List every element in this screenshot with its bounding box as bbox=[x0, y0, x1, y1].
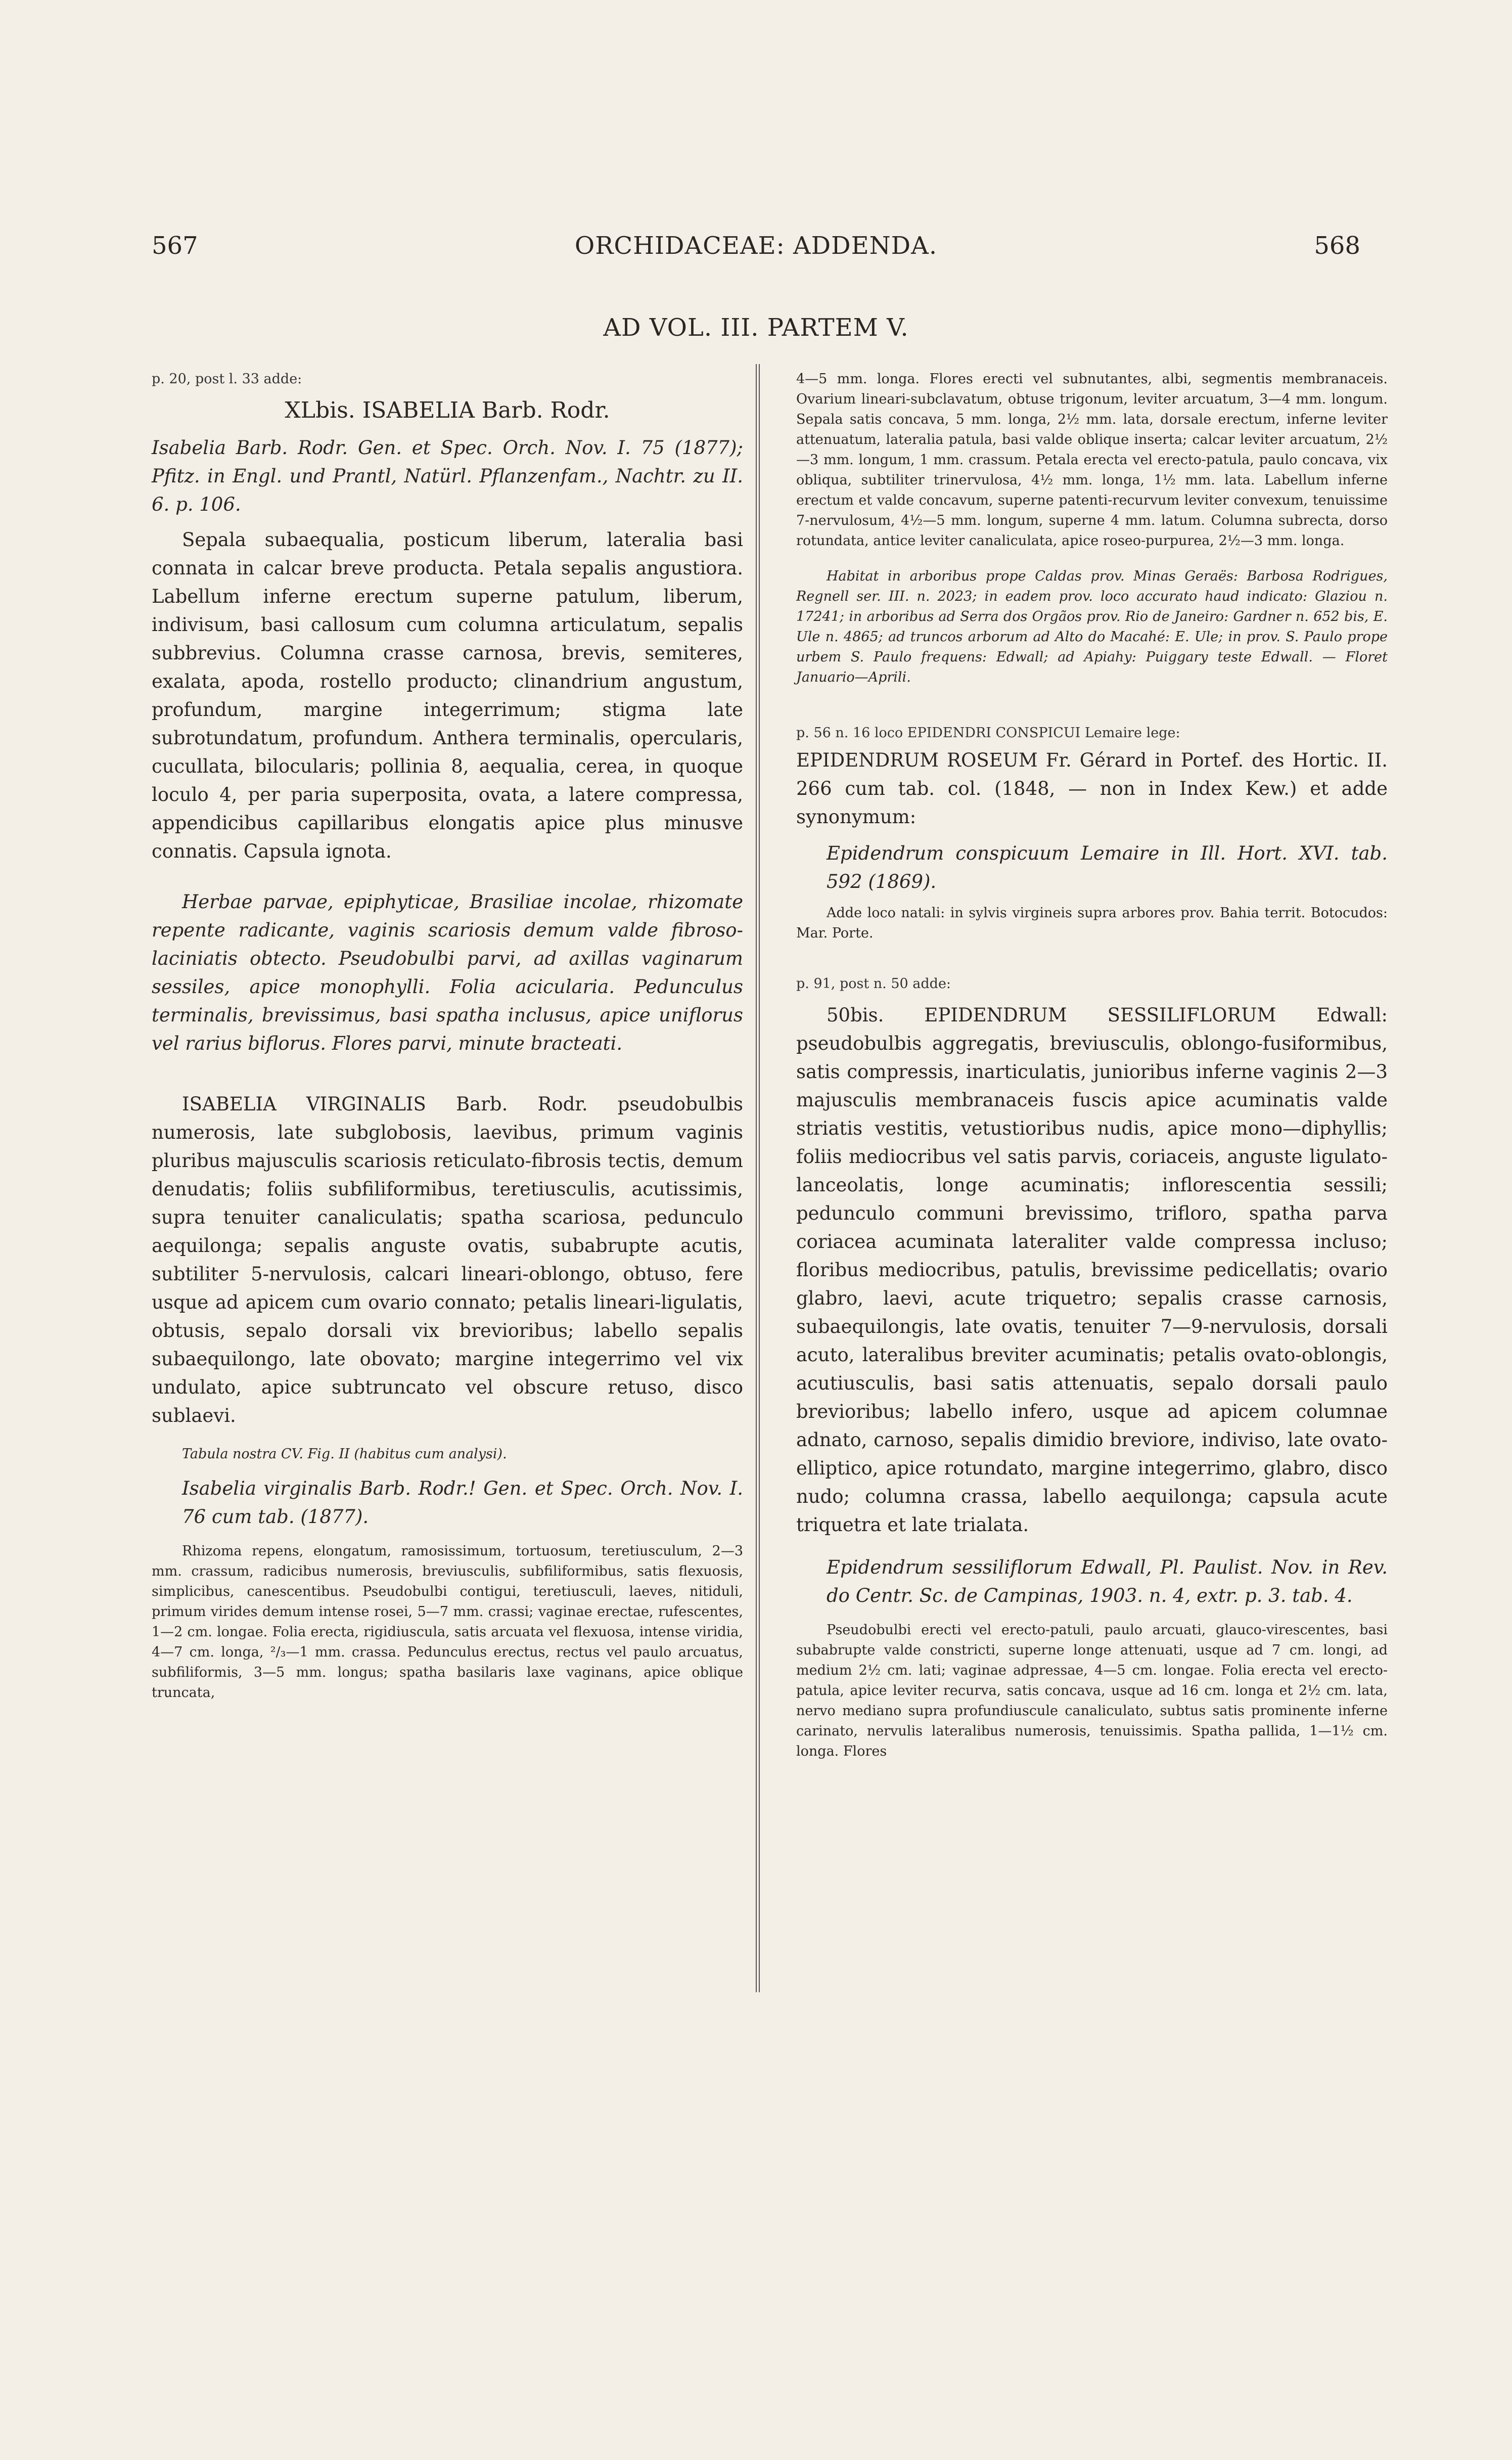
running-title: ORCHIDACEAE: ADDENDA. bbox=[574, 232, 938, 260]
species-description: ISABELIA VIRGINALIS Barb. Rodr. pseudobulbis numerosis, late subglobosis, laevibus, primum vaginis pluribus majusculis scariosis reticulato-fibrosis tectis, demum denudatis; foliis subfiliformibus, teretiusculis, acutissimis, supra tenuiter canaliculatis; spatha scariosa, pedunculo aequilonga; sepalis anguste ovatis, subabrupte acutis, subtiliter 5-nervulosis, calcari lineari-oblongo, obtuso, fere usque ad apicem cum ovario connato; petalis lineari-ligulatis, obtusis, sepalo dorsali vix brevioribus; labello sepalis subaequilongo, late obovato; margine integerrimo vel vix undulato, apice subtruncato vel obscure retuso, disco sublaevi. bbox=[152, 1093, 743, 1426]
epidendrum-sessiliflorum-citation: Epidendrum sessiliflorum Edwall, Pl. Paulist. Nov. in Rev. do Centr. Sc. de Campinas, 1903. n. 4, extr. p. 3. tab. 4. bbox=[827, 1556, 1388, 1606]
genus-description: Sepala subaequalia, posticum liberum, lateralia basi connata in calcar breve producta. Petala sepalis angustiora. Labellum inferne erectum superne patulum, liberum, indivisum, basi callosum cum columna articulatum, sepalis subbrevius. Columna crasse carnosa, brevis, semiteres, exalata, apoda, rostello producto; clinandrium angustum, profundum, margine integerrimum; stigma late subrotundatum, profundum. Anthera terminalis, opercularis, cucullata, bilocularis; pollinia 8, aequalia, cerea, in quoque loculo 4, per paria superposita, ovata, a latere compressa, appendicibus capillaribus elongatis apice plus minusve connatis. Capsula ignota. bbox=[152, 529, 743, 862]
epidendrum-sessiliflorum-detail: Pseudobulbi erecti vel erecto-patuli, paulo arcuati, glauco-virescentes, basi subabrupte valde constricti, superne longe attenuati, usque ad 7 cm. longi, ad medium 2½ cm. lati; vaginae adpressae, 4—5 cm. longae. Folia erecta vel erecto-patula, apice leviter recurva, satis concava, usque ad 16 cm. longa et 2½ cm. lata, nervo mediano supra profundiuscule canaliculato, subtus satis prominente inferne carinato, nervulis lateralibus numerosis, tenuissimis. Spatha pallida, 1—1½ cm. longa. Flores bbox=[796, 1622, 1388, 1759]
epidendrum-sessiliflorum-description: 50bis. EPIDENDRUM SESSILIFLORUM Edwall: pseudobulbis aggregatis, breviusculis, oblongo-fusiformibus, satis compressis, inarticulatis, junioribus inferne vaginis 2—3 majusculis membranaceis fuscis apice acuminatis valde striatis vestitis, vetustioribus nudis, apice mono—diphyllis; foliis mediocribus vel satis parvis, coriaceis, anguste ligulato-lanceolatis, longe acuminatis; inflorescentia sessili; pedunculo communi brevissimo, trifloro, spatha parva coriacea acuminata lateraliter valde compressa incluso; floribus mediocribus, patulis, brevissime pedicellatis; ovario glabro, laevi, acute triquetro; sepalis crasse carnosis, subaequilongis, late ovatis, tenuiter 7—9-nervulosis, dorsali acuto, lateralibus breviter acuminatis; petalis ovato-oblongis, acutiusculis, basi satis attenuatis, sepalo dorsali paulo brevioribus; labello infero, usque ad apicem columnae adnato, carnoso, sepalis dimidio breviore, indiviso, late ovato-elliptico, apice rotundato, margine integerrimo, glabro, disco nudo; columna crassa, labello aequilonga; capsula acute triquetra et late trialata. bbox=[796, 1004, 1388, 1536]
page-reference: p. 91, post n. 50 adde: bbox=[796, 976, 951, 992]
column-divider bbox=[756, 364, 760, 1992]
genus-citation: Isabelia Barb. Rodr. Gen. et Spec. Orch. Nov. I. 75 (1877); Pfitz. in Engl. und Prantl, Natürl. Pflanzenfam., Nachtr. zu II. 6. p. 106. bbox=[152, 437, 743, 515]
genus-habit: Herbae parvae, epiphyticae, Brasiliae incolae, rhizomate repente radicante, vaginis scariosis demum valde fibroso-laciniatis obtecto. Pseudobulbi parvi, ad axillas vaginarum sessiles, apice monophylli. Folia acicularia. Pedunculus terminalis, brevissimus, basi spatha inclusus, apice uniflorus vel rarius biflorus. Flores parvi, minute bracteati. bbox=[152, 891, 743, 1054]
page-reference: p. 56 n. 16 loco EPIDENDRI CONSPICUI Lemaire lege: bbox=[796, 725, 1180, 741]
species-citation: Isabelia virginalis Barb. Rodr.! Gen. et Spec. Orch. Nov. I. 76 cum tab. (1877). bbox=[182, 1478, 743, 1528]
page-number-right: 568 bbox=[1314, 232, 1360, 260]
page-number-left: 567 bbox=[152, 232, 198, 260]
plate-reference: Tabula nostra CV. Fig. II (habitus cum analysi). bbox=[182, 1446, 507, 1462]
habitat-text: Habitat in arboribus prope Caldas prov. Minas Geraës: Barbosa Rodrigues, Regnell ser. III. n. 2023; in eadem prov. loco accurato haud indicato: Glaziou n. 17241; in arboribus ad Serra dos Orgãos prov. Rio de Janeiro: Gardner n. 652 bis, E. Ule n. 4865; ad truncos arborum ad Alto do Macahé: E. Ule; in prov. S. Paulo prope urbem S. Paulo frequens: Edwall; ad Apiahy: Puiggary teste Edwall. — Floret Januario—Aprili. bbox=[796, 568, 1388, 685]
species-detail: Rhizoma repens, elongatum, ramosissimum, tortuosum, teretiusculum, 2—3 mm. crassum, radicibus numerosis, breviusculis, subfiliformibus, satis flexuosis, simplicibus, canescentibus. Pseudobulbi contigui, teretiusculi, laeves, nitiduli, primum virides demum intense rosei, 5—7 mm. crassi; vaginae erectae, rufescentes, 1—2 cm. longae. Folia erecta, rigidiuscula, satis arcuata vel flexuosa, intense viridia, 4—7 cm. longa, ²/₃—1 mm. crassa. Pedunculus erectus, rectus vel paulo arcuatus, subfiliformis, 3—5 mm. longus; spatha basilaris laxe vaginans, apice oblique truncata, bbox=[152, 1543, 743, 1701]
description-continued: 4—5 mm. longa. Flores erecti vel subnutantes, albi, segmentis membranaceis. Ovarium lineari-subclavatum, obtuse trigonum, leviter arcuatum, 3—4 mm. longum. Sepala satis concava, 5 mm. longa, 2½ mm. lata, dorsale erectum, inferne leviter attenuatum, lateralia patula, basi valde oblique inserta; calcar leviter arcuatum, 2½—3 mm. longum, 1 mm. crassum. Petala erecta vel erecto-patula, paulo concava, vix obliqua, subtiliter trinervulosa, 4½ mm. longa, 1½ mm. lata. Labellum inferne erectum et valde concavum, superne patenti-recurvum leviter convexum, tenuissime 7-nervulosum, 4½—5 mm. longum, superne 4 mm. latum. Columna subrecta, dorso rotundata, antice leviter canaliculata, apice roseo-purpurea, 2½—3 mm. longa. bbox=[796, 371, 1388, 549]
page-reference: p. 20, post l. 33 adde: bbox=[152, 371, 302, 387]
page-header bbox=[152, 232, 1360, 267]
left-column bbox=[152, 369, 743, 1703]
epidendrum-roseum-citation: EPIDENDRUM ROSEUM Fr. Gérard in Portef. des Hortic. II. 266 cum tab. col. (1848, — non in Index Kew.) et adde synonymum: bbox=[796, 749, 1388, 828]
synonym-citation: Epidendrum conspicuum Lemaire in Ill. Hort. XVI. tab. 592 (1869). bbox=[827, 842, 1388, 892]
right-column bbox=[796, 369, 1388, 1762]
section-subtitle: AD VOL. III. PARTEM V. bbox=[603, 314, 909, 342]
genus-title: XLbis. ISABELIA Barb. Rodr. bbox=[285, 397, 610, 423]
locality-note: Adde loco natali: in sylvis virgineis supra arbores prov. Bahia territ. Botocudos: Mar. Porte. bbox=[796, 905, 1388, 941]
